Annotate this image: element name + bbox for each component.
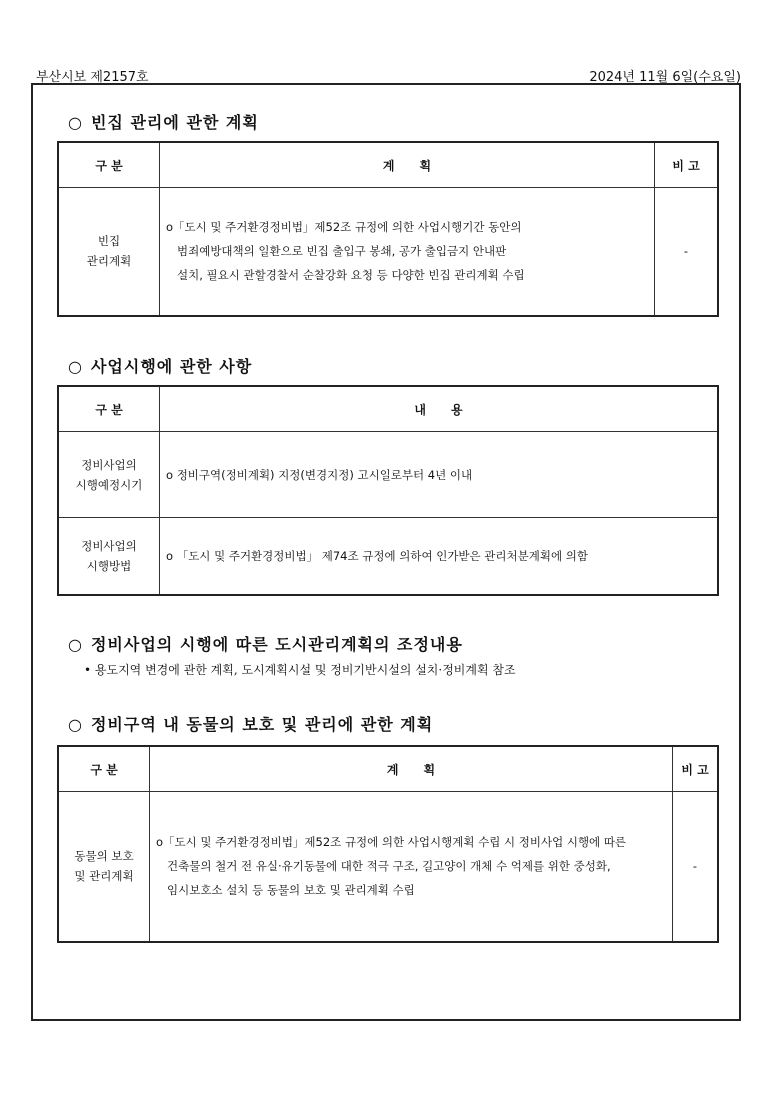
- col-header-content: 내 용: [160, 386, 719, 432]
- col-header-plan: 계 획: [150, 746, 673, 792]
- section2-heading: [68, 354, 252, 377]
- col-header-plan: 계 획: [160, 142, 655, 188]
- col-header-note: 비 고: [673, 746, 719, 792]
- plan-cell: o「도시 및 주거환경정비법」제52조 규정에 의한 사업시행계획 수립 시 정비사업 시행에 따른 건축물의 철거 전 유실·유기동물에 대한 적극 구조, 길고양이 개체 수 억제를 위한 중성화, 임시보호소 설치 등 동물의 보호 및 관리계획 수립: [150, 792, 673, 942]
- col-header-category: 구 분: [58, 142, 160, 188]
- section4-heading: [68, 712, 433, 735]
- col-header-category: 구 분: [58, 386, 160, 432]
- col-header-category: 구 분: [58, 746, 150, 792]
- plan-cell: o「도시 및 주거환경정비법」제52조 규정에 의한 사업시행기간 동안의 범죄예방대책의 일환으로 빈집 출입구 봉쇄, 공가 출입금지 안내판 설치, 필요시 관할경찰서 순찰강화 요청 등 다양한 빈집 관리계획 수립: [160, 188, 655, 316]
- note-cell: -: [673, 792, 719, 942]
- circle-bullet-icon: ○: [68, 357, 83, 376]
- publish-date: 2024년 11월 6일(수요일): [589, 70, 741, 85]
- category-cell: 동물의 보호 및 관리계획: [58, 792, 150, 942]
- section4-title: 정비구역 내 동물의 보호 및 관리에 관한 계획: [90, 715, 434, 734]
- content-cell: o 정비구역(정비계획) 지정(변경지정) 고시일로부터 4년 이내: [160, 432, 719, 518]
- category-cell: 빈집 관리계획: [58, 188, 160, 316]
- section3-title: 정비사업의 시행에 따른 도시관리계획의 조정내용: [90, 635, 463, 654]
- circle-bullet-icon: ○: [68, 715, 83, 734]
- circle-bullet-icon: ○: [68, 635, 83, 654]
- animal-protection-table: [57, 745, 719, 943]
- section1-heading: [68, 110, 259, 133]
- note-cell: -: [655, 188, 719, 316]
- section1-title: 빈집 관리에 관한 계획: [90, 113, 259, 132]
- section3-heading: [68, 632, 463, 655]
- section3-bullet: • 용도지역 변경에 관한 계획, 도시계획시설 및 정비기반시설의 설치·정비계획 참조: [84, 663, 516, 677]
- category-cell: 정비사업의 시행방법: [58, 518, 160, 595]
- section2-title: 사업시행에 관한 사항: [90, 357, 253, 376]
- col-header-note: 비 고: [655, 142, 719, 188]
- project-execution-table: [57, 385, 719, 596]
- gazette-issue: 부산시보 제2157호: [36, 70, 149, 85]
- circle-bullet-icon: ○: [68, 113, 83, 132]
- content-cell: o 「도시 및 주거환경정비법」 제74조 규정에 의하여 인가받은 관리처분계획에 의함: [160, 518, 719, 595]
- category-cell: 정비사업의 시행예정시기: [58, 432, 160, 518]
- vacant-house-table: [57, 141, 719, 317]
